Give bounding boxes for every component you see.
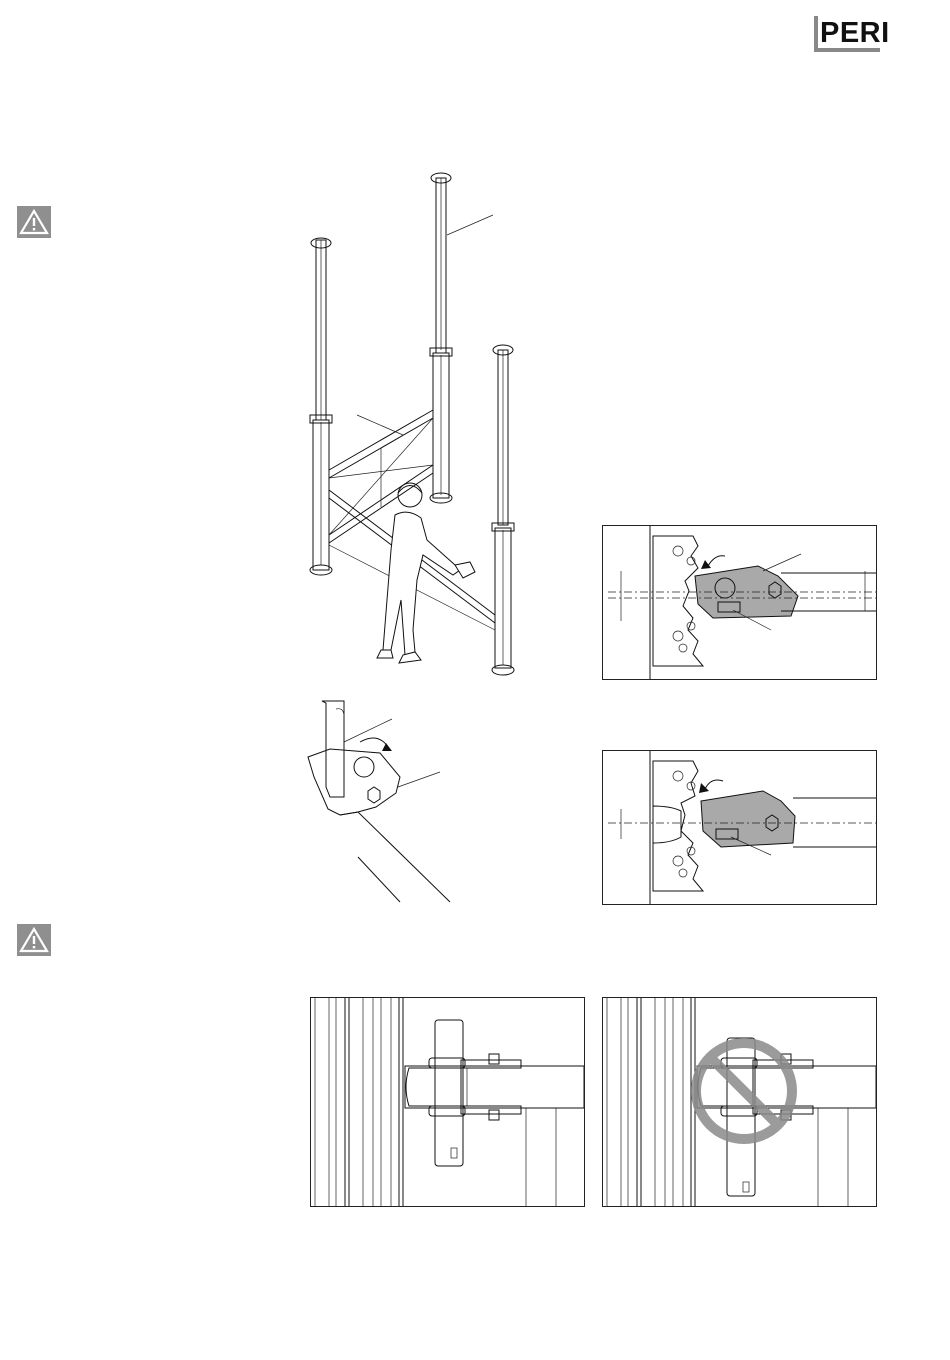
prop-right [492, 345, 514, 675]
peri-logo [812, 14, 890, 54]
warning-triangle-icon [17, 924, 51, 956]
coupling-closeup-figure [300, 697, 470, 907]
connection-incorrect-figure [602, 997, 877, 1207]
warning-triangle-icon [17, 206, 51, 238]
prop-left [310, 238, 332, 575]
connection-correct-figure [310, 997, 585, 1207]
peri-logo-text: PERI [820, 17, 890, 49]
worker-figure [377, 483, 475, 663]
prohibited-sign-icon [696, 1043, 792, 1139]
coupling-head-detail-figure-2 [602, 750, 877, 905]
prop-back [430, 173, 452, 503]
coupling-head-detail-figure-1 [602, 525, 877, 680]
scaffold-tower-assembly-figure [295, 160, 555, 685]
